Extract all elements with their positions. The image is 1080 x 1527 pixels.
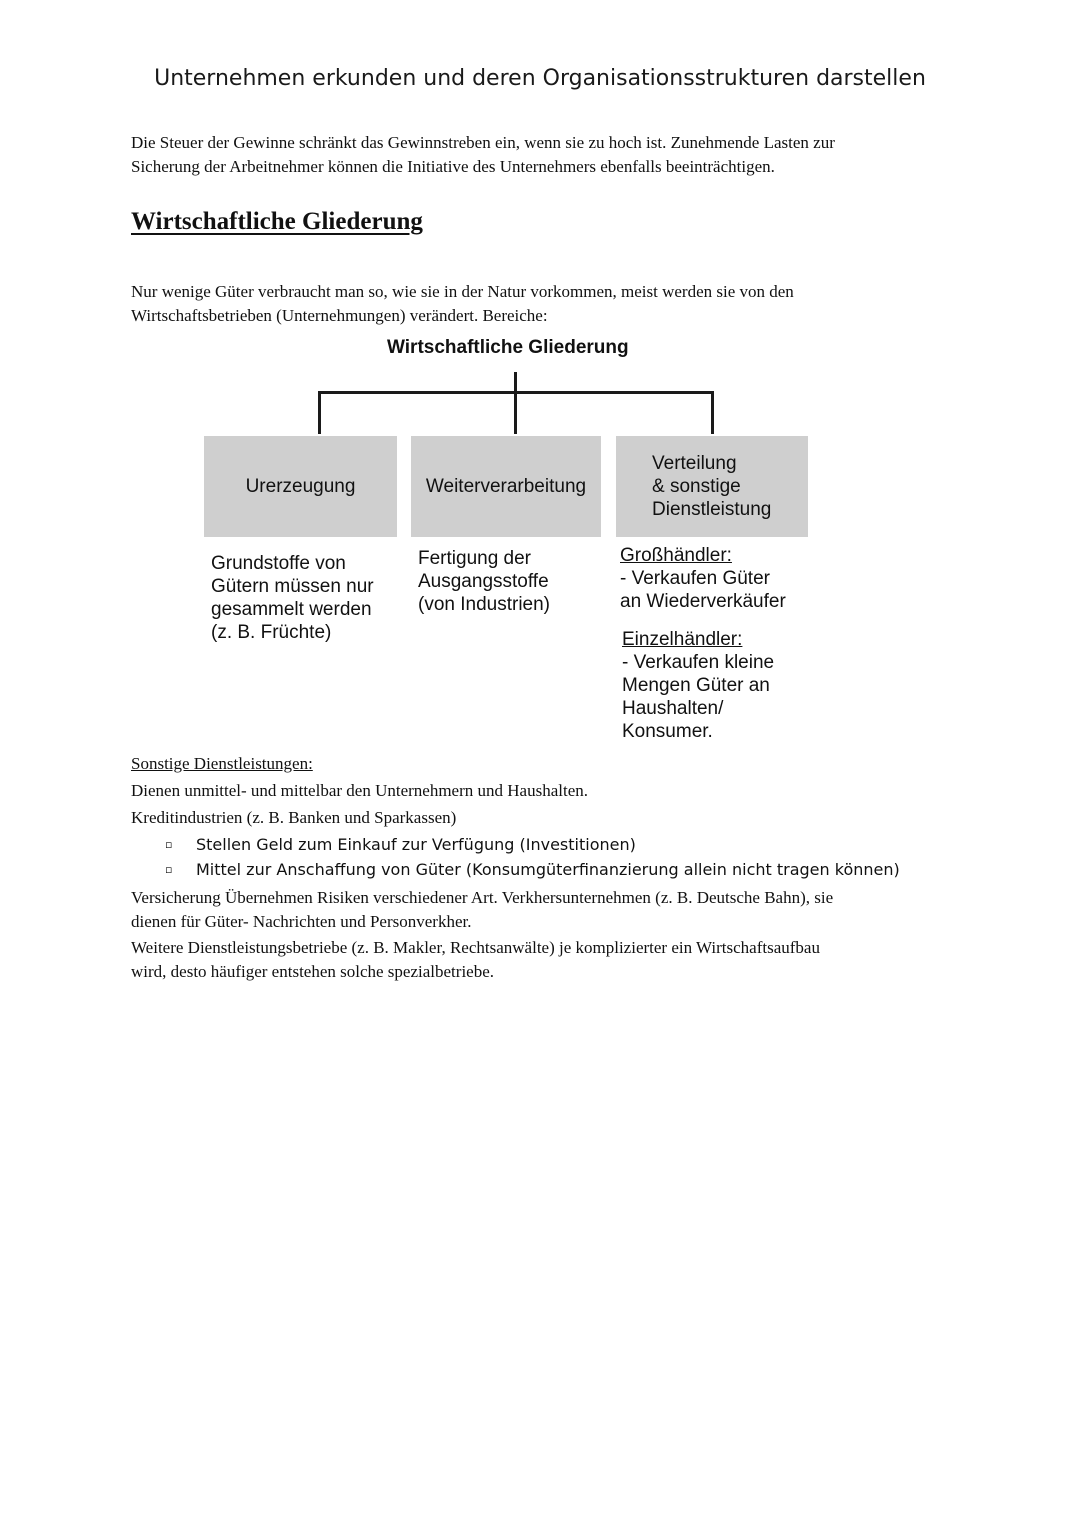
einzelhaendler-title: Einzelhändler: [622,629,743,650]
section-heading: Wirtschaftliche Gliederung [131,208,423,235]
page-header-title: Unternehmen erkunden und deren Organisationsstrukturen darstellen [154,66,926,91]
desc-line: - Verkaufen kleine [622,652,775,673]
box-label [616,452,771,521]
box-weiterverarbeitung [411,436,601,537]
list-item [131,857,900,882]
desc-urerzeugung [211,552,374,644]
desc-grosshaendler [620,544,786,613]
box-label-line: Verteilung [652,453,737,474]
desc-line: Ausgangsstoffe [418,571,549,592]
services-line: Versicherung Übernehmen Risiken verschiedener Art. Verkhersunternehmen (z. B. Deutsche Bahn), sie [131,888,834,907]
desc-line: - Verkaufen Güter [620,568,770,589]
services-line: dienen für Güter- Nachrichten und Personverkher. [131,912,472,931]
desc-line: Gütern müssen nur [211,576,374,597]
grosshaendler-title: Großhändler: [620,545,732,566]
bullet-text: Stellen Geld zum Einkauf zur Verfügung (Investitionen) [196,835,636,854]
box-verteilung [616,436,808,537]
desc-line: (z. B. Früchte) [211,622,332,643]
desc-einzelhaendler [622,628,774,743]
paragraph-line: Nur wenige Güter verbraucht man so, wie sie in der Natur vorkommen, meist werden sie von den [131,282,794,301]
box-label: Urerzeugung [245,476,356,497]
desc-line: (von Industrien) [418,594,551,615]
connector-horizontal [318,391,714,394]
services-line: Kreditindustrien (z. B. Banken und Sparkassen) [131,808,457,827]
desc-line: Fertigung der [418,548,532,569]
services-heading: Sonstige Dienstleistungen: [131,754,313,773]
box-label: Weiterverarbeitung [425,476,587,497]
services-paragraph [131,886,951,984]
connector-vertical-center [514,372,517,434]
box-label-line: Dienstleistung [652,499,772,520]
connector-vertical-right [711,391,714,434]
services-bullet-list [131,832,900,882]
box-urerzeugung [204,436,397,537]
desc-line: an Wiederverkäufer [620,591,786,612]
desc-line: Mengen Güter an [622,675,770,696]
intro-paragraph [131,131,931,179]
desc-line: gesammelt werden [211,599,372,620]
services-line: wird, desto häufiger entstehen solche spezialbetriebe. [131,962,495,981]
services-line: Weitere Dienstleistungsbetriebe (z. B. Makler, Rechtsanwälte) je komplizierter ein Wirtschaftsaufbau [131,938,820,957]
desc-weiterverarbeitung [418,547,550,616]
box-label-line: & sonstige [652,476,741,497]
desc-line: Grundstoffe von [211,553,346,574]
intro-line: Die Steuer der Gewinne schränkt das Gewinnstreben ein, wenn sie zu hoch ist. Zunehmende Lasten zur [131,133,835,152]
bullet-square-icon: ▫ [165,863,173,876]
bullet-square-icon: ▫ [165,838,173,851]
services-line: Dienen unmittel- und mittelbar den Unternehmern und Haushalten. [131,781,588,800]
desc-line: Konsumer. [622,721,713,742]
intro-line: Sicherung der Arbeitnehmer können die Initiative des Unternehmers ebenfalls beeinträchtigen. [131,157,775,176]
paragraph-line: Wirtschaftsbetrieben (Unternehmungen) verändert. Bereiche: [131,306,548,325]
diagram-title: Wirtschaftliche Gliederung [387,337,629,358]
services-block [131,750,931,831]
connector-vertical-left [318,391,321,434]
section-paragraph [131,280,931,328]
list-item [131,832,900,857]
bullet-text: Mittel zur Anschaffung von Güter (Konsumgüterfinanzierung allein nicht tragen können) [196,860,900,879]
desc-line: Haushalten/ [622,698,724,719]
